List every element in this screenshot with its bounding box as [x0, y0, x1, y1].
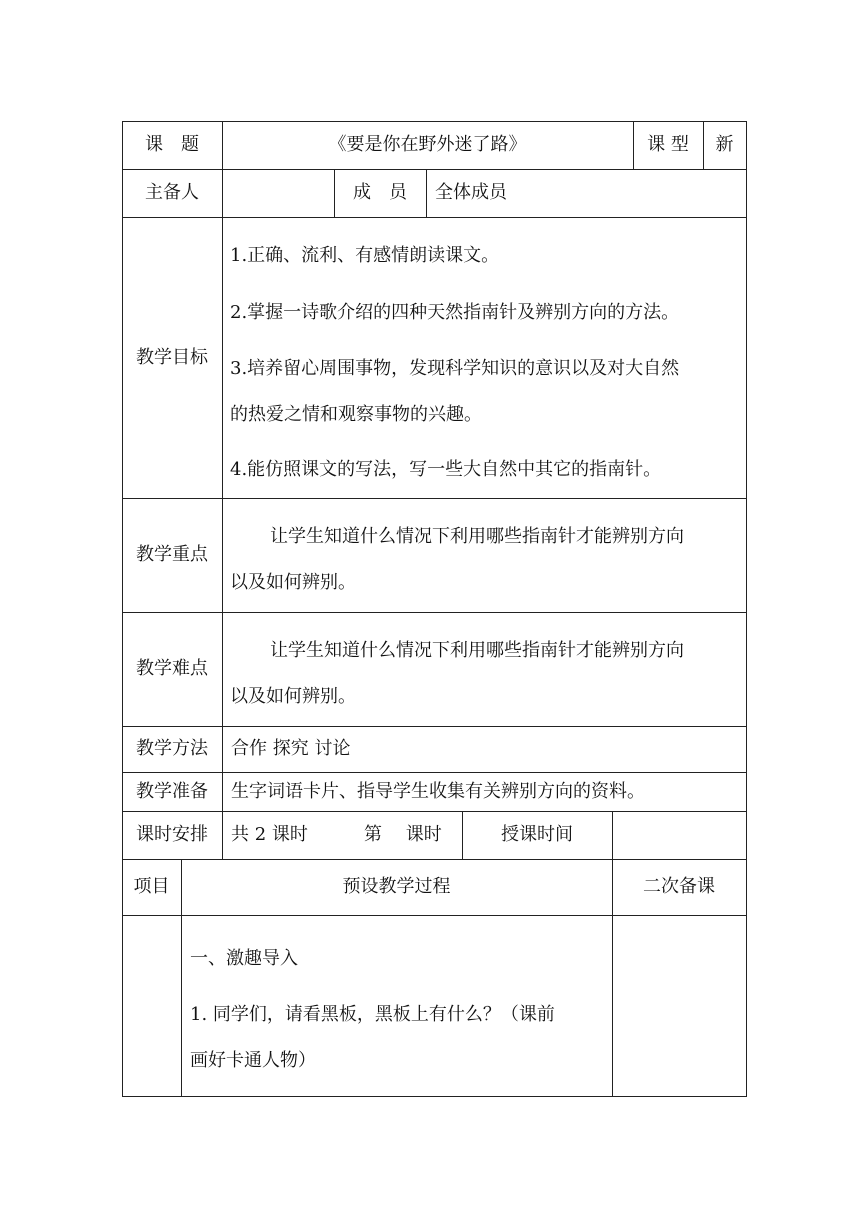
schedule-nth: 第 课时: [364, 824, 442, 846]
lead-label: 主备人: [145, 182, 199, 204]
members-value: 全体成员: [435, 182, 507, 204]
objective-item: 的热爱之情和观察事物的兴趣。: [230, 404, 482, 425]
methods-value: 合作 探究 讨论: [231, 738, 351, 760]
objective-item: 3.培养留心周围事物，发现科学知识的意识以及对大自然: [230, 358, 680, 379]
difficulties-line: 以及如何辨别。: [230, 686, 356, 707]
objective-item: 4.能仿照课文的写法，写一些大自然中其它的指南针。: [230, 459, 662, 480]
process-line: 一、激趣导入: [190, 948, 298, 969]
members-label: 成 员: [353, 182, 407, 204]
type-label: 课 型: [647, 134, 689, 156]
lead-value: [222, 169, 334, 217]
secondary-prep-header: 二次备课: [643, 876, 715, 898]
topic-label: 课 题: [145, 134, 199, 156]
preparation-value: 生字词语卡片、指导学生收集有关辨别方向的资料。: [231, 780, 645, 802]
process-item-header: 项目: [133, 876, 170, 898]
process-header: 预设教学过程: [342, 876, 451, 898]
objectives-label: 教学目标: [136, 346, 208, 368]
schedule-label: 课时安排: [136, 824, 208, 846]
objective-item: 1.正确、流利、有感情朗读课文。: [230, 245, 500, 266]
key-points-label: 教学重点: [136, 544, 208, 566]
topic-value: 《要是你在野外迷了路》: [328, 134, 527, 156]
schedule-time-value: [612, 811, 746, 859]
methods-label: 教学方法: [136, 738, 208, 760]
difficulties-line: 让学生知道什么情况下利用哪些指南针才能辨别方向: [270, 640, 684, 661]
schedule-time-label: 授课时间: [501, 824, 573, 846]
type-value: 新: [715, 134, 734, 156]
process-line: 画好卡通人物）: [190, 1050, 316, 1071]
schedule-total: 共 2 课时: [231, 824, 308, 846]
process-line: 1. 同学们，请看黑板，黑板上有什么？（课前: [190, 1004, 555, 1025]
difficulties-label: 教学难点: [136, 658, 208, 680]
preparation-label: 教学准备: [136, 780, 208, 802]
key-points-line: 让学生知道什么情况下利用哪些指南针才能辨别方向: [270, 526, 684, 547]
key-points-line: 以及如何辨别。: [230, 572, 356, 593]
objective-item: 2.掌握一诗歌介绍的四种天然指南针及辨别方向的方法。: [230, 302, 680, 323]
